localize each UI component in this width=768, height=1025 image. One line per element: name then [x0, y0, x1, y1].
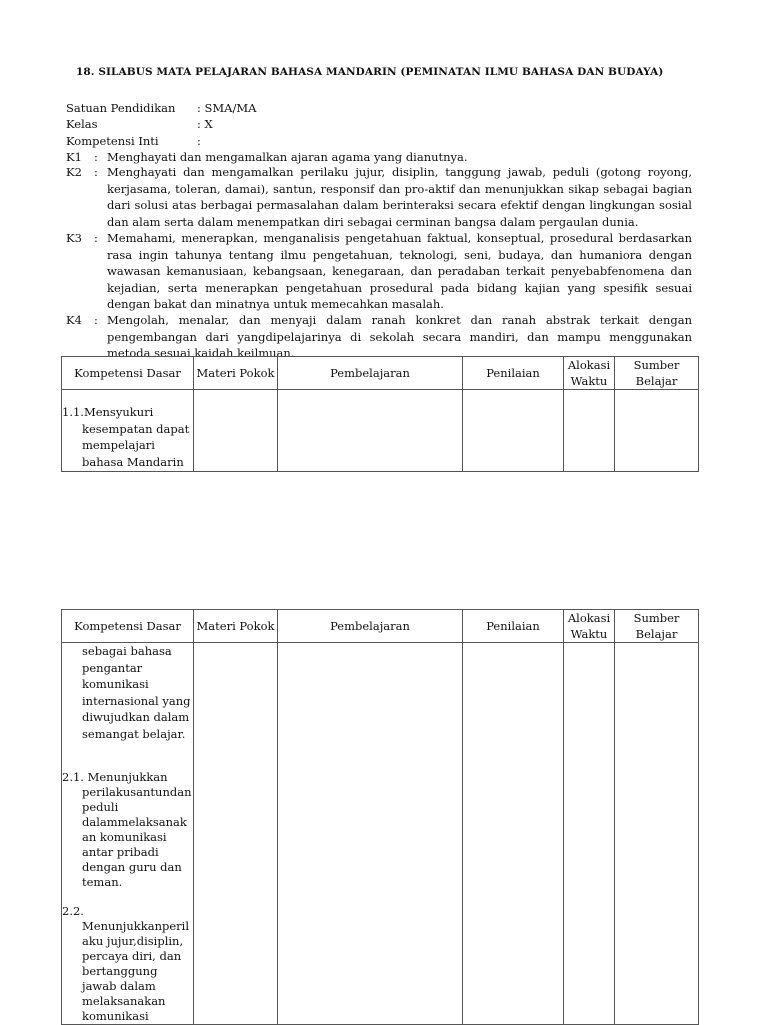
syllabus-table-2 — [61, 609, 699, 1025]
meta-label: Kelas — [66, 117, 98, 131]
header-alokasi-line1: Alokasi — [567, 611, 611, 625]
sumber-cell — [615, 390, 699, 472]
ki-item-k3 — [66, 230, 692, 313]
document-title: 18. SILABUS MATA PELAJARAN BAHASA MANDARIN (PEMINATAN ILMU BAHASA DAN BUDAYA) — [76, 66, 664, 78]
ki-separator: : — [94, 150, 98, 164]
ki-text: Menghayati dan mengamalkan perilaku jujur, disiplin, tanggung jawab, peduli (gotong royong, kerjasama, toleran, damai), santun, responsif dan pro-aktif dan menunjukkan sikap sebagai bagian dari solusi atas berbagai permasalahan dalam berinteraksi secara efektif dengan lingkungan sosial dan alam serta dalam menempatkan diri sebagai cerminan bangsa dalam pergaulan dunia. — [107, 165, 692, 229]
ki-code: K1 — [66, 150, 82, 164]
header-sumber-line1: Sumber — [633, 611, 680, 625]
header-penilaian: Penilaian — [463, 357, 564, 390]
kd-item-2-2 — [62, 904, 193, 1024]
materi-cell — [194, 390, 278, 472]
table-row — [62, 390, 699, 472]
header-alokasi-waktu — [564, 610, 615, 643]
kd-item-1-1 — [62, 404, 193, 470]
ki-code: K3 — [66, 231, 82, 245]
penilaian-cell — [463, 643, 564, 1025]
ki-text: Mengolah, menalar, dan menyaji dalam ranah konkret dan ranah abstrak terkait dengan pengembangan dari yangdipelajarinya di sekolah secara mandiri, dan mampu menggunakan metoda sesuai kaidah keilmuan. — [107, 313, 692, 360]
header-pembelajaran: Pembelajaran — [278, 610, 463, 643]
materi-cell — [194, 643, 278, 1025]
ki-item-k4 — [66, 312, 692, 362]
header-sumber-line1: Sumber — [633, 358, 680, 372]
header-kompetensi-dasar: Kompetensi Dasar — [62, 357, 194, 390]
ki-separator: : — [94, 231, 98, 245]
ki-code: K4 — [66, 313, 82, 327]
header-alokasi-line2: Waktu — [570, 627, 608, 641]
header-sumber-line2: Belajar — [635, 627, 678, 641]
sumber-cell — [615, 643, 699, 1025]
header-kompetensi-dasar: Kompetensi Dasar — [62, 610, 194, 643]
alokasi-cell — [564, 390, 615, 472]
header-alokasi-waktu — [564, 357, 615, 390]
meta-value: : SMA/MA — [197, 101, 257, 115]
header-alokasi-line1: Alokasi — [567, 358, 611, 372]
kd-cell — [62, 390, 194, 472]
table-header-row — [62, 610, 699, 643]
kd-text: Menunjukkanperil aku jujur,disiplin, percaya diri, dan bertanggung jawab dalam melaksanakan komunikasi — [82, 919, 189, 1023]
meta-value: : X — [197, 117, 213, 131]
meta-label: Kompetensi Inti — [66, 134, 159, 148]
kd-text: 2.1. Menunjukkan perilakusantundan peduli dalammelaksanak an komunikasi antar pribadi dengan guru dan teman. — [62, 770, 192, 889]
kd-continued-text: sebagai bahasa pengantar komunikasi internasional yang diwujudkan dalam semangat belajar. — [82, 644, 191, 741]
ki-separator: : — [94, 313, 98, 327]
pembelajaran-cell — [278, 643, 463, 1025]
meta-label: Satuan Pendidikan — [66, 101, 176, 115]
ki-separator: : — [94, 165, 98, 179]
table-header-row — [62, 357, 699, 390]
kd-number: 2.2. — [62, 904, 84, 918]
kd-cell — [62, 643, 194, 1025]
header-pembelajaran: Pembelajaran — [278, 357, 463, 390]
ki-code: K2 — [66, 165, 82, 179]
header-materi-pokok: Materi Pokok — [194, 610, 278, 643]
ki-text: Memahami, menerapkan, menganalisis pengetahuan faktual, konseptual, prosedural berdasarkan rasa ingin tahunya tentang ilmu pengetahuan, teknologi, seni, budaya, dan humaniora dengan wawasan kemanusiaan, kebangsaan, kenegaraan, dan peradaban terkait penyebabfenomena dan kejadian, serta menerapkan pengetahuan prosedural pada bidang kajian yang spesifik sesuai dengan bakat dan minatnya untuk memecahkan masalah. — [107, 231, 692, 311]
ki-item-k2 — [66, 164, 692, 230]
kd-item-2-1 — [62, 770, 193, 890]
pembelajaran-cell — [278, 390, 463, 472]
penilaian-cell — [463, 390, 564, 472]
table-row — [62, 643, 699, 1025]
kd-text: 1.1.Mensyukuri kesempatan dapat mempelajari bahasa Mandarin — [62, 405, 190, 469]
syllabus-table-1 — [61, 356, 699, 472]
ki-text: Menghayati dan mengamalkan ajaran agama yang dianutnya. — [107, 150, 468, 164]
alokasi-cell — [564, 643, 615, 1025]
header-sumber-belajar — [615, 610, 699, 643]
header-alokasi-line2: Waktu — [570, 374, 608, 388]
header-penilaian: Penilaian — [463, 610, 564, 643]
meta-value: : — [197, 134, 201, 148]
header-sumber-line2: Belajar — [635, 374, 678, 388]
header-materi-pokok: Materi Pokok — [194, 357, 278, 390]
header-sumber-belajar — [615, 357, 699, 390]
